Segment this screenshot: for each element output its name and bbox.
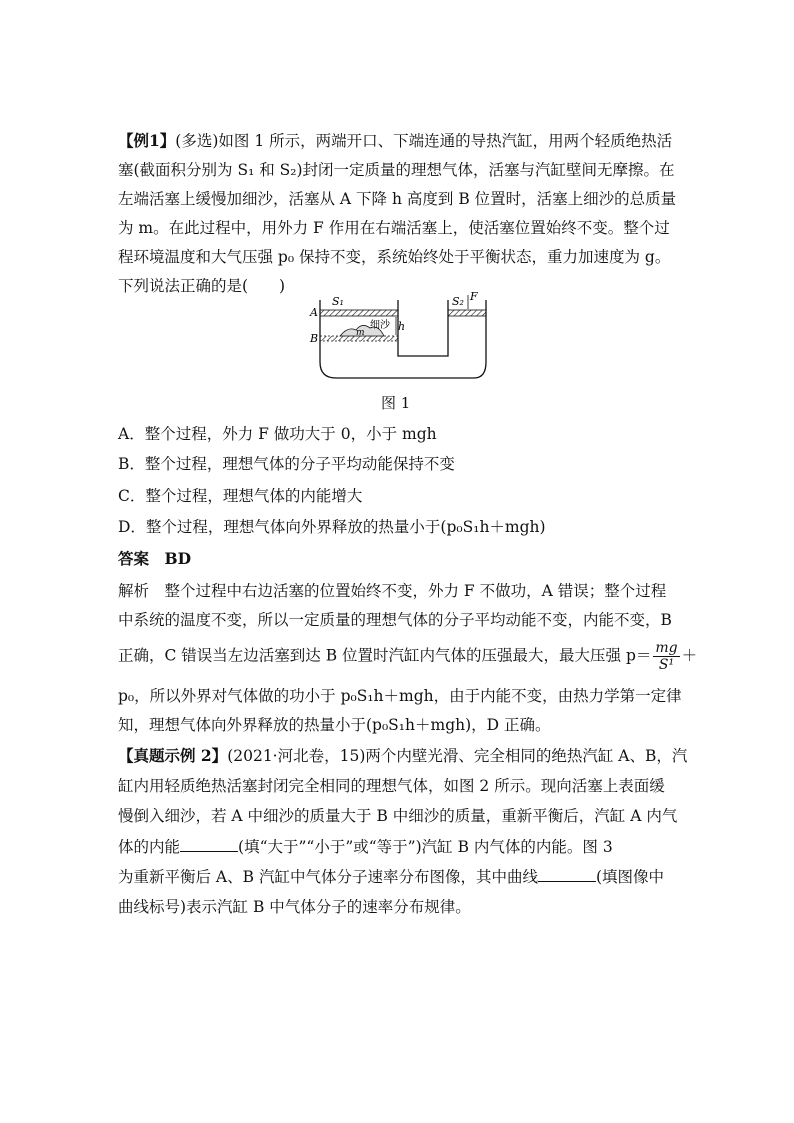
pressure-fraction: $\frac{mg}{\text{S¹}}$	[655, 640, 678, 673]
analysis-line5: 知，理想气体向外界释放的热量小于(p₀S₁h＋mgh)，D 正确。	[118, 716, 551, 734]
analysis-line4: p₀，所以外界对气体做的功小于 p₀S₁h＋mgh，由于内能不变，由热力学第一定律	[118, 687, 682, 705]
figure-caption: 图 1	[381, 394, 411, 412]
label-f: F	[470, 290, 478, 303]
example2-line1: 【真题示例 2】(2021·河北卷，15)两个内壁光滑、完全相同的绝热汽缸 A、B，汽	[118, 746, 688, 765]
example1-line4: 为 m。在此过程中，用外力 F 作用在右端活塞上，使活塞位置始终不变。整个过	[118, 219, 670, 237]
label-m: m	[356, 328, 365, 338]
answer: 答案 BD	[118, 549, 192, 568]
example2-line5: 为重新平衡后 A、B 汽缸中气体分子速率分布图像，其中曲线 (填图像中	[118, 868, 665, 886]
label-a: A	[310, 306, 318, 319]
option-d: D．整个过程，理想气体向外界释放的热量小于(p₀S₁h＋mgh)	[118, 518, 546, 536]
label-h: h	[398, 320, 406, 333]
label-b: B	[310, 332, 319, 345]
analysis-line1: 解析 整个过程中右边活塞的位置始终不变，外力 F 不做功，A 错误；整个过程	[118, 582, 667, 600]
blank-2[interactable]	[538, 867, 596, 882]
example1-line1: 【例1】(多选)如图 1 所示，两端开口、下端连通的导热汽缸，用两个轻质绝热活	[118, 131, 673, 150]
option-c: C．整个过程，理想气体的内能增大	[118, 487, 363, 505]
example1-line3: 左端活塞上缓慢加细沙，活塞从 A 下降 h 高度到 B 位置时，活塞上细沙的总质量	[118, 190, 677, 208]
option-a: A．整个过程，外力 F 做功大于 0，小于 mgh	[118, 425, 437, 443]
example1-line6: 下列说法正确的是( )	[118, 277, 286, 295]
example1-line2: 塞(截面积分别为 S₁ 和 S₂)封闭一定质量的理想气体，活塞与汽缸壁间无摩擦。在	[118, 161, 675, 179]
example2-line2: 缸内用轻质绝热活塞封闭完全相同的理想气体，如图 2 所示。现向活塞上表面缓	[118, 777, 665, 795]
analysis-line3: 正确，C 错误当左边活塞到达 B 位置时汽缸内气体的压强最大，最大压强 p＝ $\frac{mg}{\text{S¹}}$ ＋	[118, 640, 698, 673]
blank-1[interactable]	[180, 837, 238, 852]
example2-line4: 体的内能 (填“大于”“小于”或“等于”)汽缸 B 内气体的内能。图 3	[118, 838, 613, 856]
analysis-line2: 中系统的温度不变，所以一定质量的理想气体的分子平均动能不变，内能不变，B	[118, 611, 672, 629]
cylinder-figure	[304, 290, 494, 382]
example1-line5: 程环境温度和大气压强 p₀ 保持不变，系统始终处于平衡状态，重力加速度为 g。	[118, 248, 671, 266]
label-s2: S₂	[452, 295, 464, 308]
example2-tag: 【真题示例 2】	[118, 746, 228, 765]
left-piston-a	[320, 310, 398, 316]
example1-tag: 【例1】	[118, 131, 176, 150]
example2-line3: 慢倒入细沙，若 A 中细沙的质量大于 B 中细沙的质量，重新平衡后，汽缸 A 内气	[118, 807, 678, 825]
option-b: B．整个过程，理想气体的分子平均动能保持不变	[118, 455, 455, 473]
example2-line6: 曲线标号)表示汽缸 B 中气体分子的速率分布规律。	[118, 898, 471, 916]
label-sand: 细沙	[370, 320, 390, 331]
cylinder-divider	[398, 300, 448, 356]
label-s1: S₁	[332, 295, 344, 308]
right-piston	[448, 310, 486, 316]
